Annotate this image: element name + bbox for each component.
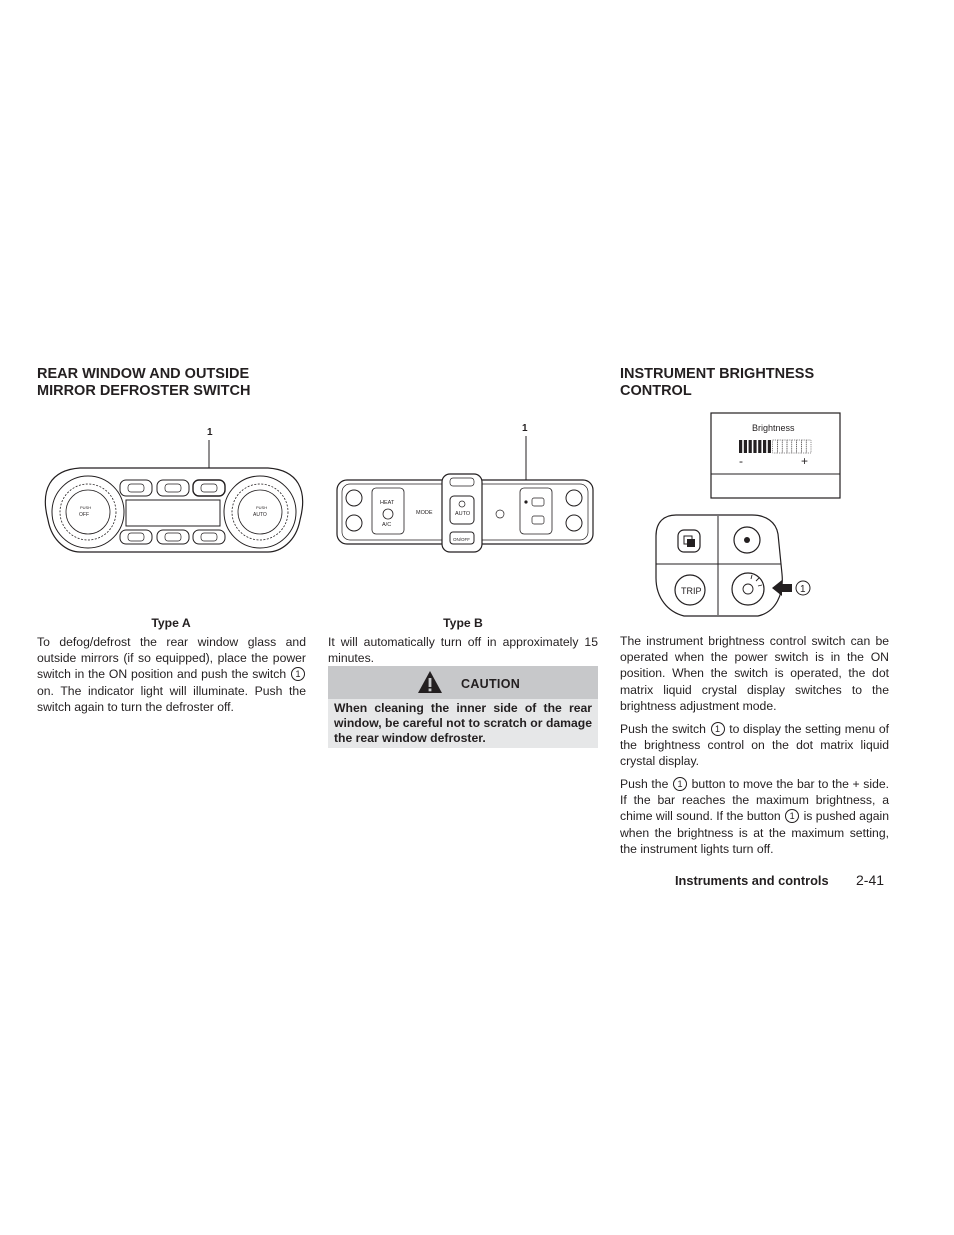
brightness-display-figure [710,412,842,500]
title-line: MIRROR DEFROSTER SWITCH [37,383,251,399]
minus-label: - [739,454,743,468]
ref-number-1: 1 [785,809,799,823]
section-title-brightness [620,366,814,400]
brightness-segment-filled [763,440,766,453]
text-run: on. The indicator light will illuminate. Push the switch again to turn the defroster off. [37,683,306,714]
text-run: Push the switch [620,722,706,736]
brightness-segment-filled [749,440,752,453]
recirc-button[interactable] [157,480,189,496]
plus-label: + [801,454,809,468]
mode-button[interactable] [157,530,189,544]
caption-type-b: Type B [443,616,483,630]
ref-number-1: 1 [711,722,725,736]
warning-dot [429,689,432,692]
ref-number-1: 1 [673,777,687,791]
auto-off-paragraph: It will automatically turn off in approximately 15 minutes. [328,635,598,666]
caution-header [328,666,598,699]
steering-switch-figure [654,512,814,618]
text-run: to display the setting menu of the brightness control on the dot matrix liquid crystal display. [620,722,890,769]
auto-label: AUTO [455,511,471,517]
square-icon-fill [687,539,695,547]
brightness-segment-filled [753,440,756,453]
indicator-dot [524,500,527,503]
section-title-defroster [37,366,250,400]
text-run: button to move the bar to the + side. If the bar reaches the maximum brightness, a chime will sound. If the button [620,777,890,824]
dot-icon [744,537,750,543]
callout-number: 1 [800,584,806,595]
warning-bar [429,678,432,687]
figure-type-b [334,418,596,554]
title-line: REAR WINDOW AND OUTSIDE [37,366,250,382]
brightness-paragraph-1: The instrument brightness control switch can be operated when the power switch is in the ON position. When the switch is operated, the dot matrix liquid crystal display switches to the brightness adjustment mode. [620,634,889,713]
page-number: 2-41 [856,872,885,888]
climate-display [126,500,220,526]
title-line: INSTRUMENT BRIGHTNESS [620,366,815,382]
brightness-paragraph-3 [620,776,889,857]
heat-label: HEAT [380,500,395,506]
brightness-label: Brightness [752,423,795,433]
brightness-paragraph-2 [620,721,889,770]
brightness-segment-filled [758,440,761,453]
brightness-segment-filled [768,440,771,453]
title-line: CONTROL [620,383,692,399]
defroster-paragraph [37,634,306,715]
mode-label: MODE [416,510,433,516]
ref-number-1: 1 [291,667,305,681]
caption-type-a: Type A [151,616,191,630]
push-label-right: PUSH [256,505,268,510]
brightness-segment-filled [739,440,742,453]
brightness-button[interactable] [732,573,764,605]
callout-number: 1 [522,423,528,434]
ac-button[interactable] [193,530,225,544]
warning-icon [417,670,443,694]
off-label: OFF [79,512,89,518]
text-run: To defog/defrost the rear window glass and outside mirrors (if so equipped), place the power switch in the ON position and push the switch [37,635,306,682]
caution-text: When cleaning the inner side of the rear window, be careful not to scratch or damage the rear window defroster. [334,701,592,745]
defrost-front-button[interactable] [120,480,152,496]
caution-box [328,666,598,748]
text-run: Push the [620,777,669,791]
callout-number: 1 [207,427,213,438]
trip-label: TRIP [681,586,702,596]
push-label: PUSH [80,505,92,510]
auto-label: AUTO [253,512,267,518]
switch-housing [656,515,782,616]
bottom-left-button[interactable] [120,530,152,544]
caution-body [328,699,598,748]
footer-chapter-title: Instruments and controls [675,873,829,888]
caution-title: CAUTION [461,677,521,691]
onoff-label: ON/OFF [453,537,470,542]
brightness-segment-filled [744,440,747,453]
figure-type-a [40,420,308,560]
text-run: is pushed again when the brightness is at the maximum setting, the instrument lights turn off. [620,809,889,856]
rear-defroster-button[interactable] [193,480,225,496]
ac-label: A/C [382,522,392,528]
